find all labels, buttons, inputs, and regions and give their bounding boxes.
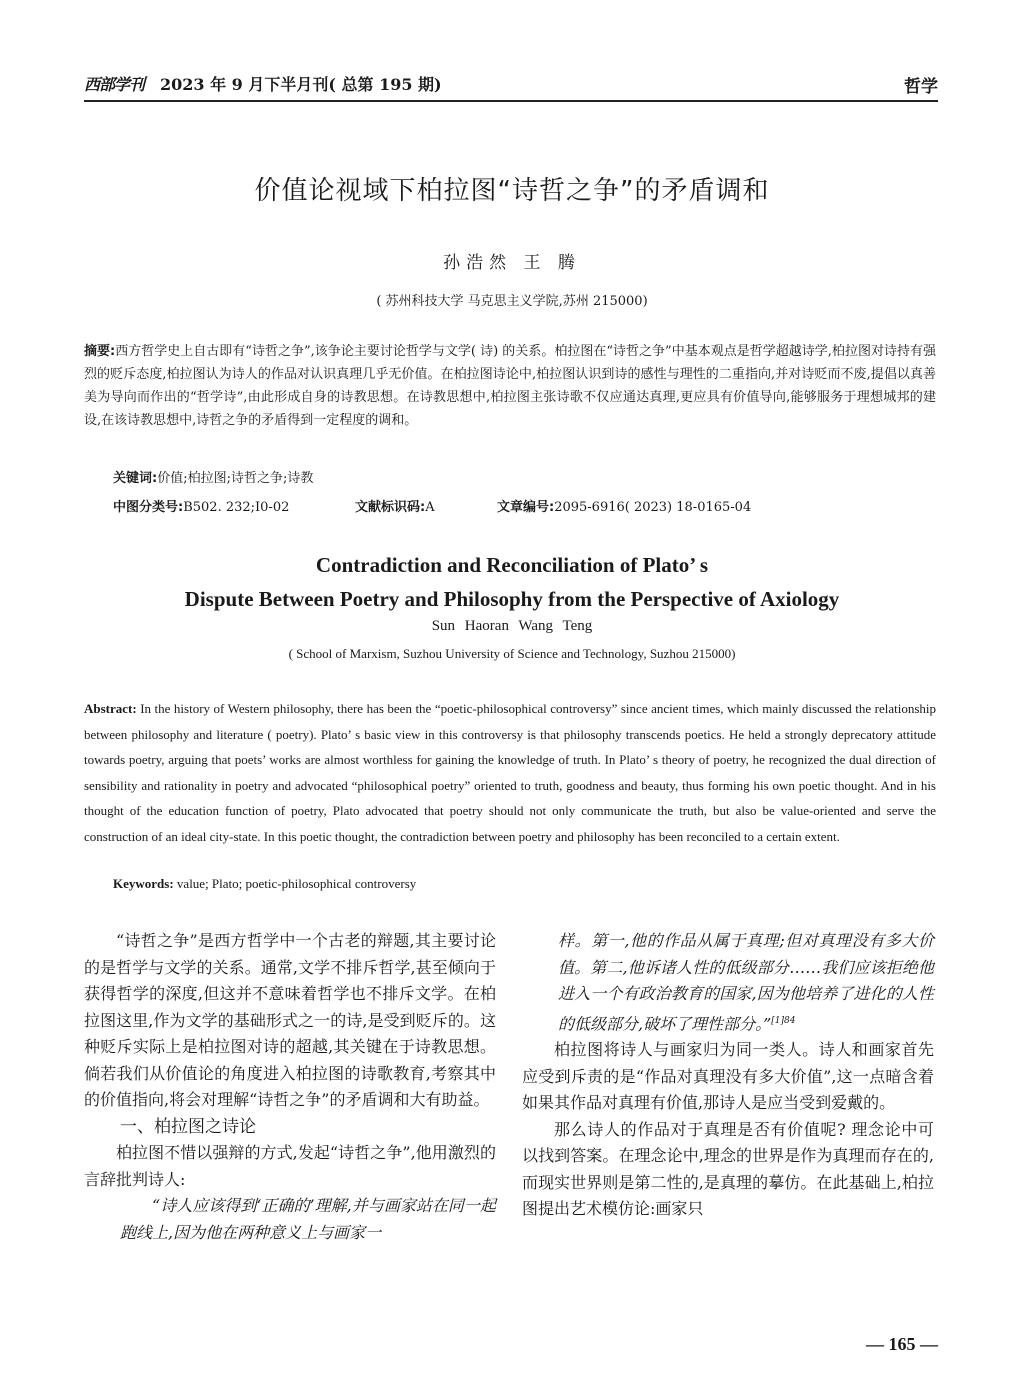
- document-code: 文献标识码:A: [355, 500, 435, 515]
- abstract-en-label: Abstract:: [84, 701, 137, 716]
- abstract-en: [84, 696, 936, 849]
- abstract-cn: [84, 340, 936, 432]
- affiliation-cn: ( 苏州科技大学 马克思主义学院,苏州 215000): [376, 294, 648, 309]
- body-column-left: [84, 928, 496, 1246]
- section-heading: 一、柏拉图之诗论: [120, 1116, 256, 1137]
- paper-title-cn: 价值论视域下柏拉图“诗哲之争”的矛盾调和: [254, 176, 770, 206]
- issue-info: 2023 年 9 月下半月刊( 总第 195 期): [160, 75, 442, 94]
- body-column-right: [522, 928, 934, 1223]
- keywords-cn-label: 关键词:: [113, 471, 158, 486]
- keywords-en-label: Keywords:: [113, 876, 174, 891]
- abstract-cn-label: 摘要:: [84, 344, 116, 359]
- keywords-cn-text: 价值;柏拉图;诗哲之争;诗教: [157, 471, 314, 486]
- running-header: [84, 70, 938, 102]
- body-paragraph: 那么诗人的作品对于真理是否有价值呢? 理念论中可以找到答案。在理念论中,理念的世界是作为真理而存在的,而现实世界则是第二性的,是真理的摹仿。在此基础上,柏拉图提出艺术模仿论:画家只: [522, 1119, 934, 1219]
- journal-logo: 西部学刊: [84, 75, 145, 94]
- authors-cn: 孙浩然 王 腾: [443, 253, 581, 273]
- clc-number: 中图分类号:B502. 232;I0-02: [113, 500, 290, 515]
- paper-title-en-line2: Dispute Between Poetry and Philosophy from the Perspective of Axiology: [184, 587, 840, 611]
- abstract-cn-text: 西方哲学史上自古即有“诗哲之争”,该争论主要讨论哲学与文学( 诗) 的关系。柏拉图在“诗哲之争”中基本观点是哲学超越诗学,柏拉图对诗持有强烈的贬斥态度,柏拉图认为诗人的作品对认识真理几乎无价值。在柏拉图诗论中,柏拉图认识到诗的感性与理性的二重指向,并对诗贬而不废,提倡以真善美为导向而作出的“哲学诗”,由此形成自身的诗教思想。在诗教思想中,柏拉图主张诗歌不仅应通达真理,更应具有价值导向,能够服务于理想城邦的建设,在该诗教思想中,诗哲之争的矛盾得到一定程度的调和。: [84, 344, 936, 428]
- page-number: — 165 —: [866, 1334, 938, 1354]
- body-paragraph: 柏拉图不惜以强辩的方式,发起“诗哲之争”,他用激烈的言辞批判诗人:: [84, 1143, 496, 1189]
- paper-title-en: [0, 548, 1024, 616]
- citation-ref: [1]84: [771, 1015, 796, 1026]
- paper-title-en-line1: Contradiction and Reconciliation of Plato’ s: [315, 553, 709, 577]
- block-quote-continued: 样。第一,他的作品从属于真理;但对真理没有多大价值。第二,他诉诸人性的低级部分……我们应该拒绝他进入一个有政治教育的国家,因为他培养了进化的人性的低级部分,破坏了理性部分。”$^{[1]84}$: [558, 931, 934, 1033]
- body-paragraph: “诗哲之争”是西方哲学中一个古老的辩题,其主要讨论的是哲学与文学的关系。通常,文学不排斥哲学,甚至倾向于获得哲学的深度,但这并不意味着哲学也不排斥文学。在柏拉图这里,作为文学的基础形式之一的诗,是受到贬斥的。这种贬斥实际上是柏拉图对诗的超越,其关键在于诗教思想。倘若我们从价值论的角度进入柏拉图的诗歌教育,考察其中的价值指向,将会对理解“诗哲之争”的矛盾调和大有助益。: [84, 931, 496, 1109]
- abstract-en-text: In the history of Western philosophy, there has been the “poetic-philosophical controversy” since ancient times, which mainly discussed the relationship between philosophy and literature ( poetry). Plato’ s basic view in this controversy is that philosophy transcends poetics. He held a strongly deprecatory attitude towards poetry, arguing that poets’ works are almost worthless for gaining the knowledge of truth. In Plato’ s theory of poetry, he recognized the dual direction of sensibility and rationality in poetry and advocated “philosophical poetry” oriented to truth, goodness and beauty, thus forming his own poetic thought. And in his thought of the education function of poetry, Plato advocated that poetry should not only communicate the truth, but also be value-oriented and serve the construction of an ideal city-state. In this poetic thought, the contradiction between poetry and philosophy has been reconciled to a certain extent.: [84, 701, 936, 844]
- keywords-cn: [113, 467, 313, 486]
- block-quote: “诗人应该得到‘正确的’理解,并与画家站在同一起跑线上,因为他在两种意义上与画家一: [120, 1196, 496, 1242]
- section-label: 哲学: [904, 77, 938, 97]
- keywords-en-text: value; Plato; poetic-philosophical controversy: [176, 876, 417, 891]
- article-number: 文章编号:2095-6916( 2023) 18-0165-04: [497, 500, 752, 515]
- body-paragraph: 柏拉图将诗人与画家归为同一类人。诗人和画家首先应受到斥责的是“作品对真理没有多大价值”,这一点暗含着如果其作品对真理有价值,那诗人是应当受到爱戴的。: [522, 1040, 934, 1113]
- keywords-en: [113, 876, 416, 892]
- authors-en: Sun Haoran Wang Teng: [431, 618, 593, 634]
- affiliation-en: ( School of Marxism, Suzhou University of Science and Technology, Suzhou 215000): [288, 646, 736, 661]
